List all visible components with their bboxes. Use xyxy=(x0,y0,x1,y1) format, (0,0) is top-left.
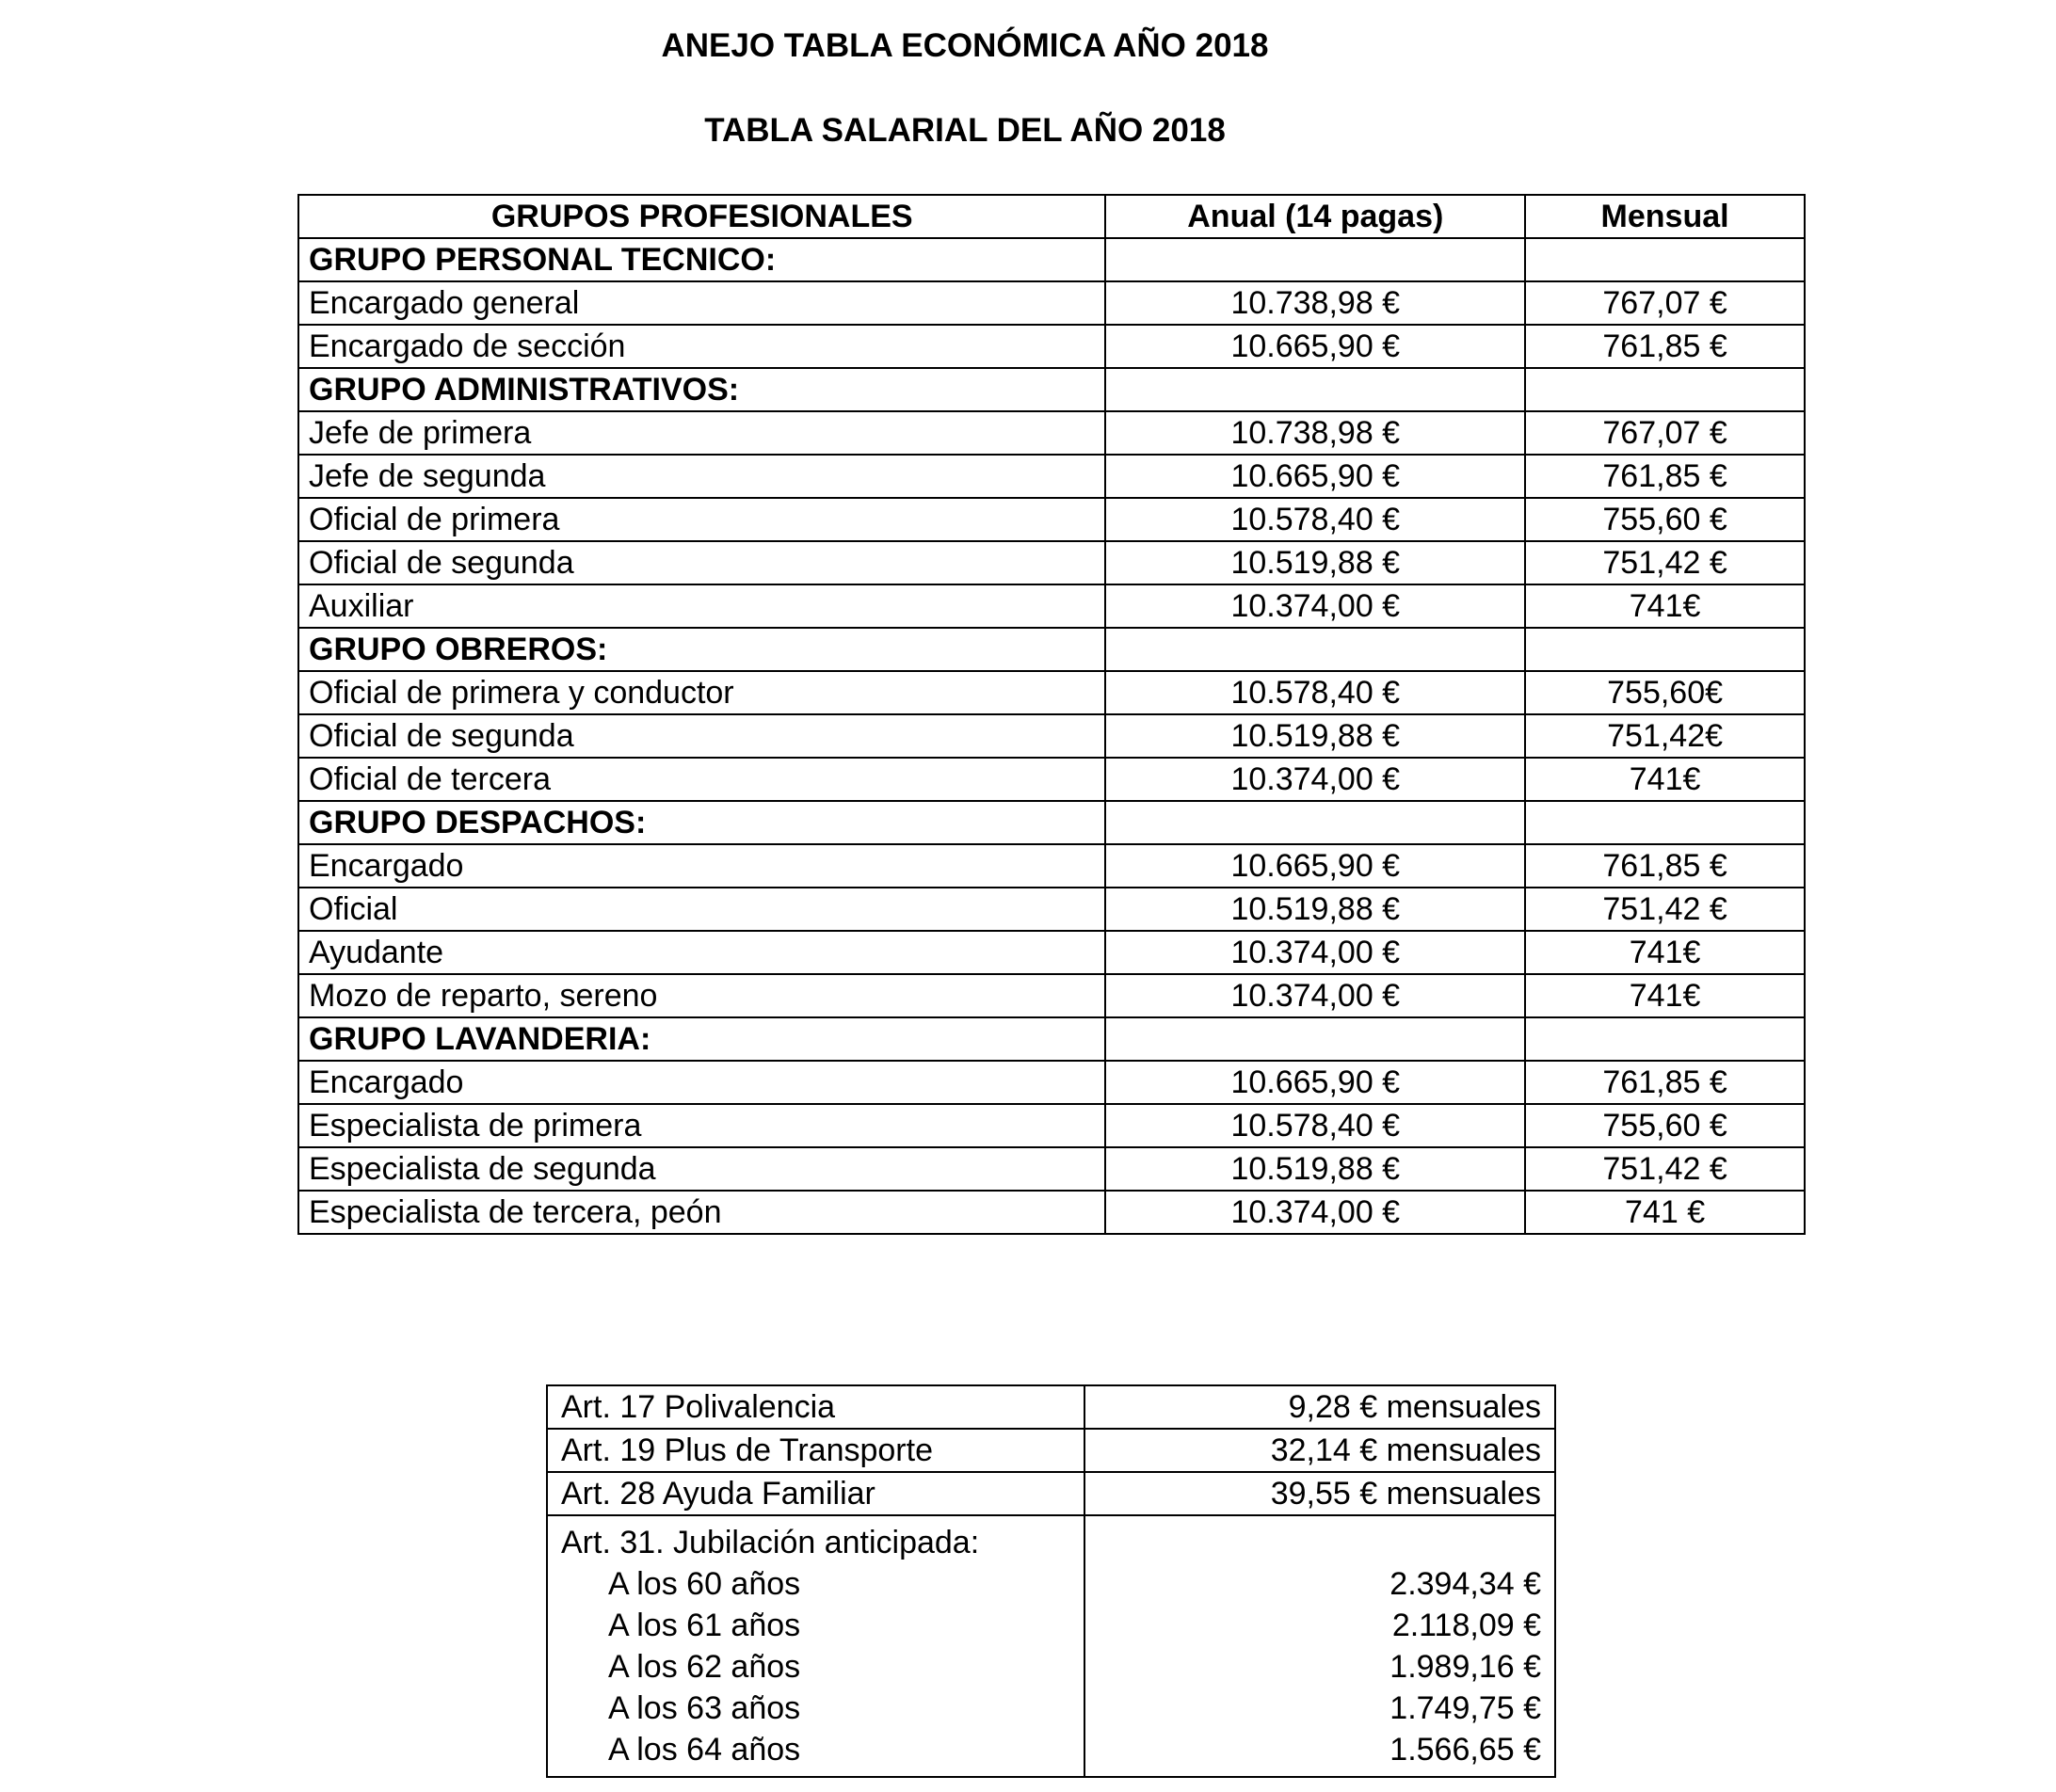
category-cell: Oficial de primera xyxy=(298,498,1105,541)
category-cell: Jefe de segunda xyxy=(298,455,1105,498)
salary-table-body xyxy=(298,238,1805,1234)
category-cell: Especialista de tercera, peón xyxy=(298,1191,1105,1234)
table-row xyxy=(298,584,1805,628)
annual-salary-cell: 10.519,88 € xyxy=(1105,541,1525,584)
annual-salary-cell: 10.374,00 € xyxy=(1105,931,1525,974)
monthly-salary-cell: 755,60 € xyxy=(1525,498,1805,541)
retirement-age: A los 63 años xyxy=(608,1690,801,1726)
annual-salary-cell: 10.665,90 € xyxy=(1105,455,1525,498)
annual-salary-cell: 10.374,00 € xyxy=(1105,758,1525,801)
group-name: GRUPO ADMINISTRATIVOS: xyxy=(298,368,1105,411)
supplement-label: Art. 17 Polivalencia xyxy=(547,1385,1084,1429)
group-row xyxy=(298,628,1805,671)
annual-salary-cell: 10.374,00 € xyxy=(1105,974,1525,1017)
group-row xyxy=(298,1017,1805,1061)
monthly-salary-cell: 751,42€ xyxy=(1525,714,1805,758)
annual-salary-cell: 10.374,00 € xyxy=(1105,1191,1525,1234)
group-name: GRUPO LAVANDERIA: xyxy=(298,1017,1105,1061)
retirement-amount: 1.749,75 € xyxy=(1389,1690,1541,1726)
supplement-value: 32,14 € mensuales xyxy=(1084,1429,1555,1472)
category-cell: Oficial xyxy=(298,888,1105,931)
table-row xyxy=(298,411,1805,455)
category-cell: Oficial de segunda xyxy=(298,714,1105,758)
monthly-salary-cell: 767,07 € xyxy=(1525,411,1805,455)
category-cell: Encargado xyxy=(298,844,1105,888)
annual-salary-cell: 10.578,40 € xyxy=(1105,1104,1525,1147)
table-row xyxy=(298,974,1805,1017)
retirement-age: A los 60 años xyxy=(608,1566,801,1602)
supplement-label: Art. 19 Plus de Transporte xyxy=(547,1429,1084,1472)
monthly-salary-cell: 761,85 € xyxy=(1525,1061,1805,1104)
retirement-amount: 2.118,09 € xyxy=(1391,1608,1541,1643)
empty-cell xyxy=(1525,368,1805,411)
annual-salary-cell: 10.374,00 € xyxy=(1105,584,1525,628)
annual-salary-cell: 10.578,40 € xyxy=(1105,671,1525,714)
monthly-salary-cell: 755,60 € xyxy=(1525,1104,1805,1147)
category-cell: Oficial de segunda xyxy=(298,541,1105,584)
monthly-salary-cell: 761,85 € xyxy=(1525,325,1805,368)
group-name: GRUPO OBREROS: xyxy=(298,628,1105,671)
monthly-salary-cell: 741€ xyxy=(1525,758,1805,801)
header-monthly: Mensual xyxy=(1525,195,1805,238)
header-annual: Anual (14 pagas) xyxy=(1105,195,1525,238)
table-row xyxy=(298,1061,1805,1104)
table-row xyxy=(298,671,1805,714)
table-row xyxy=(298,541,1805,584)
table-title: TABLA SALARIAL DEL AÑO 2018 xyxy=(704,112,1226,149)
monthly-salary-cell: 755,60€ xyxy=(1525,671,1805,714)
category-cell: Auxiliar xyxy=(298,584,1105,628)
retirement-age: A los 62 años xyxy=(608,1649,801,1685)
monthly-salary-cell: 767,07 € xyxy=(1525,281,1805,325)
retirement-amount: 2.394,34 € xyxy=(1389,1566,1541,1602)
table-row xyxy=(298,325,1805,368)
table-row xyxy=(298,1147,1805,1191)
monthly-salary-cell: 751,42 € xyxy=(1525,888,1805,931)
empty-cell xyxy=(1525,238,1805,281)
empty-cell xyxy=(1105,628,1525,671)
monthly-salary-cell: 741€ xyxy=(1525,584,1805,628)
empty-cell xyxy=(1105,1017,1525,1061)
monthly-salary-cell: 751,42 € xyxy=(1525,541,1805,584)
annual-salary-cell: 10.665,90 € xyxy=(1105,1061,1525,1104)
early-retirement-heading-spacer xyxy=(1085,1522,1541,1563)
retirement-amount: 1.566,65 € xyxy=(1389,1732,1541,1768)
annual-salary-cell: 10.519,88 € xyxy=(1105,888,1525,931)
category-cell: Ayudante xyxy=(298,931,1105,974)
supplement-value: 9,28 € mensuales xyxy=(1084,1385,1555,1429)
salary-table-header-row xyxy=(298,195,1805,238)
table-row xyxy=(298,888,1805,931)
group-name: GRUPO PERSONAL TECNICO: xyxy=(298,238,1105,281)
monthly-salary-cell: 751,42 € xyxy=(1525,1147,1805,1191)
annual-salary-cell: 10.738,98 € xyxy=(1105,411,1525,455)
retirement-amount: 1.989,16 € xyxy=(1389,1649,1541,1685)
supplement-row xyxy=(547,1385,1555,1429)
supplements-table xyxy=(546,1384,1556,1778)
empty-cell xyxy=(1105,238,1525,281)
table-row xyxy=(298,1104,1805,1147)
monthly-salary-cell: 741 € xyxy=(1525,1191,1805,1234)
empty-cell xyxy=(1525,628,1805,671)
header-groups: GRUPOS PROFESIONALES xyxy=(298,195,1105,238)
document-title: ANEJO TABLA ECONÓMICA AÑO 2018 xyxy=(661,27,1269,64)
annual-salary-cell: 10.519,88 € xyxy=(1105,1147,1525,1191)
group-row xyxy=(298,801,1805,844)
category-cell: Encargado general xyxy=(298,281,1105,325)
group-row xyxy=(298,238,1805,281)
table-row xyxy=(298,758,1805,801)
annual-salary-cell: 10.578,40 € xyxy=(1105,498,1525,541)
category-cell: Oficial de primera y conductor xyxy=(298,671,1105,714)
annual-salary-cell: 10.519,88 € xyxy=(1105,714,1525,758)
table-row xyxy=(298,281,1805,325)
monthly-salary-cell: 761,85 € xyxy=(1525,844,1805,888)
empty-cell xyxy=(1105,368,1525,411)
monthly-salary-cell: 761,85 € xyxy=(1525,455,1805,498)
category-cell: Jefe de primera xyxy=(298,411,1105,455)
retirement-age: A los 61 años xyxy=(608,1608,801,1643)
supplement-value: 39,55 € mensuales xyxy=(1084,1472,1555,1515)
category-cell: Especialista de segunda xyxy=(298,1147,1105,1191)
group-row xyxy=(298,368,1805,411)
category-cell: Encargado de sección xyxy=(298,325,1105,368)
early-retirement-amounts xyxy=(1084,1515,1555,1777)
early-retirement-heading: Art. 31. Jubilación anticipada: xyxy=(561,1525,980,1560)
empty-cell xyxy=(1105,801,1525,844)
supplement-label: Art. 28 Ayuda Familiar xyxy=(547,1472,1084,1515)
table-row xyxy=(298,714,1805,758)
category-cell: Oficial de tercera xyxy=(298,758,1105,801)
category-cell: Especialista de primera xyxy=(298,1104,1105,1147)
supplement-row xyxy=(547,1472,1555,1515)
early-retirement-labels xyxy=(547,1515,1084,1777)
salary-table xyxy=(297,194,1806,1235)
supplement-row xyxy=(547,1429,1555,1472)
early-retirement-row xyxy=(547,1515,1555,1777)
annual-salary-cell: 10.738,98 € xyxy=(1105,281,1525,325)
empty-cell xyxy=(1525,801,1805,844)
table-row xyxy=(298,455,1805,498)
annual-salary-cell: 10.665,90 € xyxy=(1105,325,1525,368)
table-row xyxy=(298,844,1805,888)
monthly-salary-cell: 741€ xyxy=(1525,931,1805,974)
annual-salary-cell: 10.665,90 € xyxy=(1105,844,1525,888)
table-row xyxy=(298,498,1805,541)
table-row xyxy=(298,1191,1805,1234)
retirement-age: A los 64 años xyxy=(608,1732,801,1768)
monthly-salary-cell: 741€ xyxy=(1525,974,1805,1017)
category-cell: Encargado xyxy=(298,1061,1105,1104)
table-row xyxy=(298,931,1805,974)
group-name: GRUPO DESPACHOS: xyxy=(298,801,1105,844)
empty-cell xyxy=(1525,1017,1805,1061)
category-cell: Mozo de reparto, sereno xyxy=(298,974,1105,1017)
